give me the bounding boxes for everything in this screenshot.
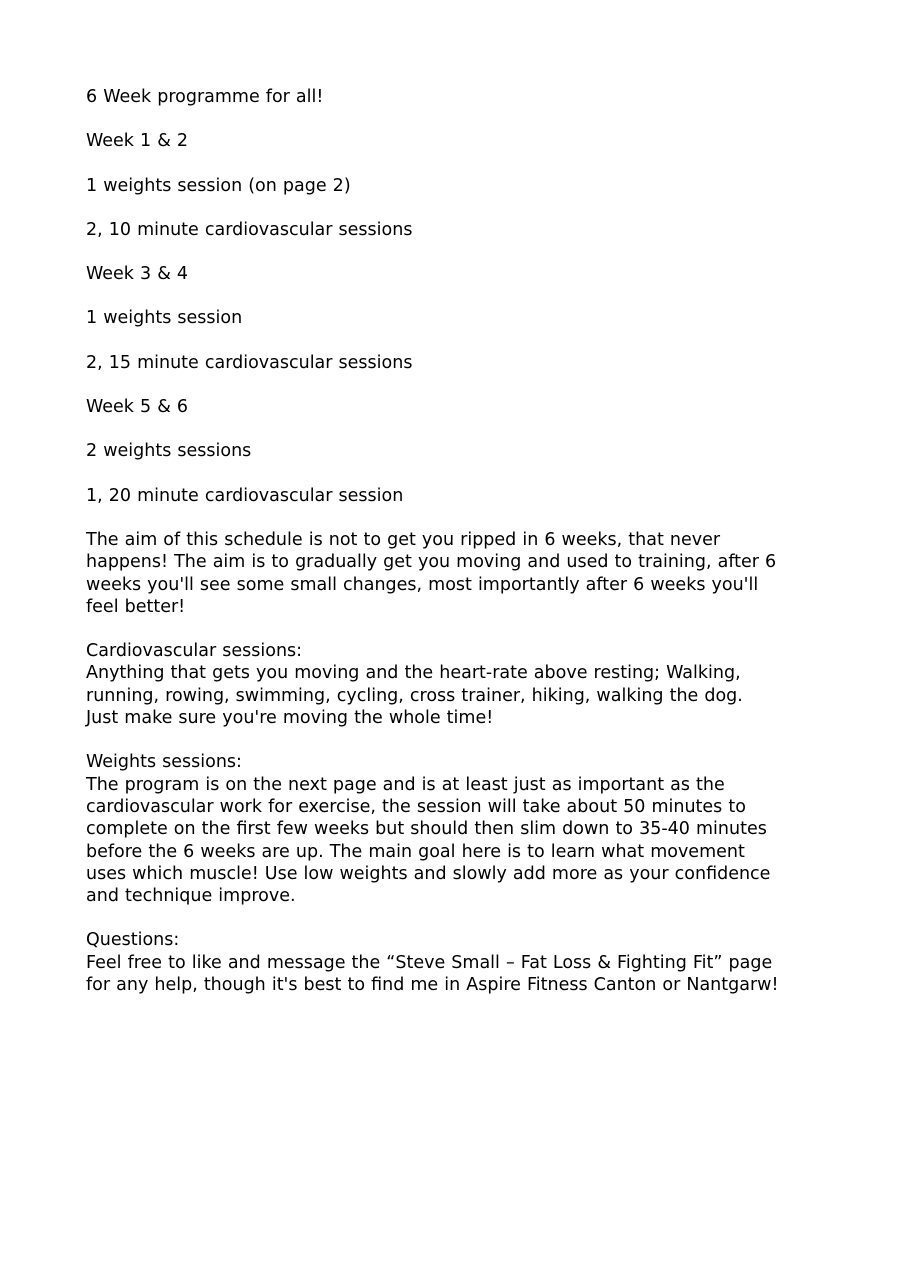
weights-section-heading: Weights sessions: bbox=[86, 752, 242, 773]
questions-section-body: Feel free to like and message the “Steve Small – Fat Loss & Fighting Fit” page for any help, though it's best to find me in Aspire Fitness Canton or Nantgarw! bbox=[86, 952, 779, 996]
document-title: 6 Week programme for all! bbox=[86, 87, 324, 107]
week-3-4-cardio: 2, 15 minute cardiovascular sessions bbox=[86, 352, 413, 373]
week-3-4-label: Week 3 & 4 bbox=[86, 264, 189, 285]
weights-section bbox=[86, 751, 826, 907]
cardio-section bbox=[86, 640, 826, 729]
weights-section-body: The program is on the next page and is at least just as important as the cardiovascular work for exercise, the session will take about 50 minutes to complete on the first few weeks but should then slim down to 35-40 minutes before the 6 weeks are up. The main goal here is to learn what movement uses which muscle! Use low weights and slowly add more as your confidence and technique improve. bbox=[86, 774, 771, 907]
cardio-section-body: Anything that gets you moving and the heart-rate above resting; Walking, running, rowing, swimming, cycling, cross trainer, hiking, walking the dog. Just make sure you're moving the whole time! bbox=[86, 663, 743, 729]
week-1-2-weights: 1 weights session (on page 2) bbox=[86, 175, 351, 196]
aim-paragraph: The aim of this schedule is not to get you ripped in 6 weeks, that never happens! The aim is to gradually get you moving and used to training, after 6 weeks you'll see some small changes, most importantly after 6 weeks you'll feel better! bbox=[86, 529, 777, 617]
questions-section bbox=[86, 929, 826, 996]
week-5-6-weights: 2 weights sessions bbox=[86, 441, 252, 462]
questions-section-heading: Questions: bbox=[86, 930, 180, 951]
document-content bbox=[86, 86, 826, 1018]
week-5-6-label: Week 5 & 6 bbox=[86, 397, 189, 418]
week-1-2-label: Week 1 & 2 bbox=[86, 131, 189, 152]
week-1-2-cardio: 2, 10 minute cardiovascular sessions bbox=[86, 219, 413, 240]
week-5-6-cardio: 1, 20 minute cardiovascular session bbox=[86, 485, 404, 506]
week-3-4-weights: 1 weights session bbox=[86, 308, 243, 329]
cardio-section-heading: Cardiovascular sessions: bbox=[86, 641, 303, 662]
